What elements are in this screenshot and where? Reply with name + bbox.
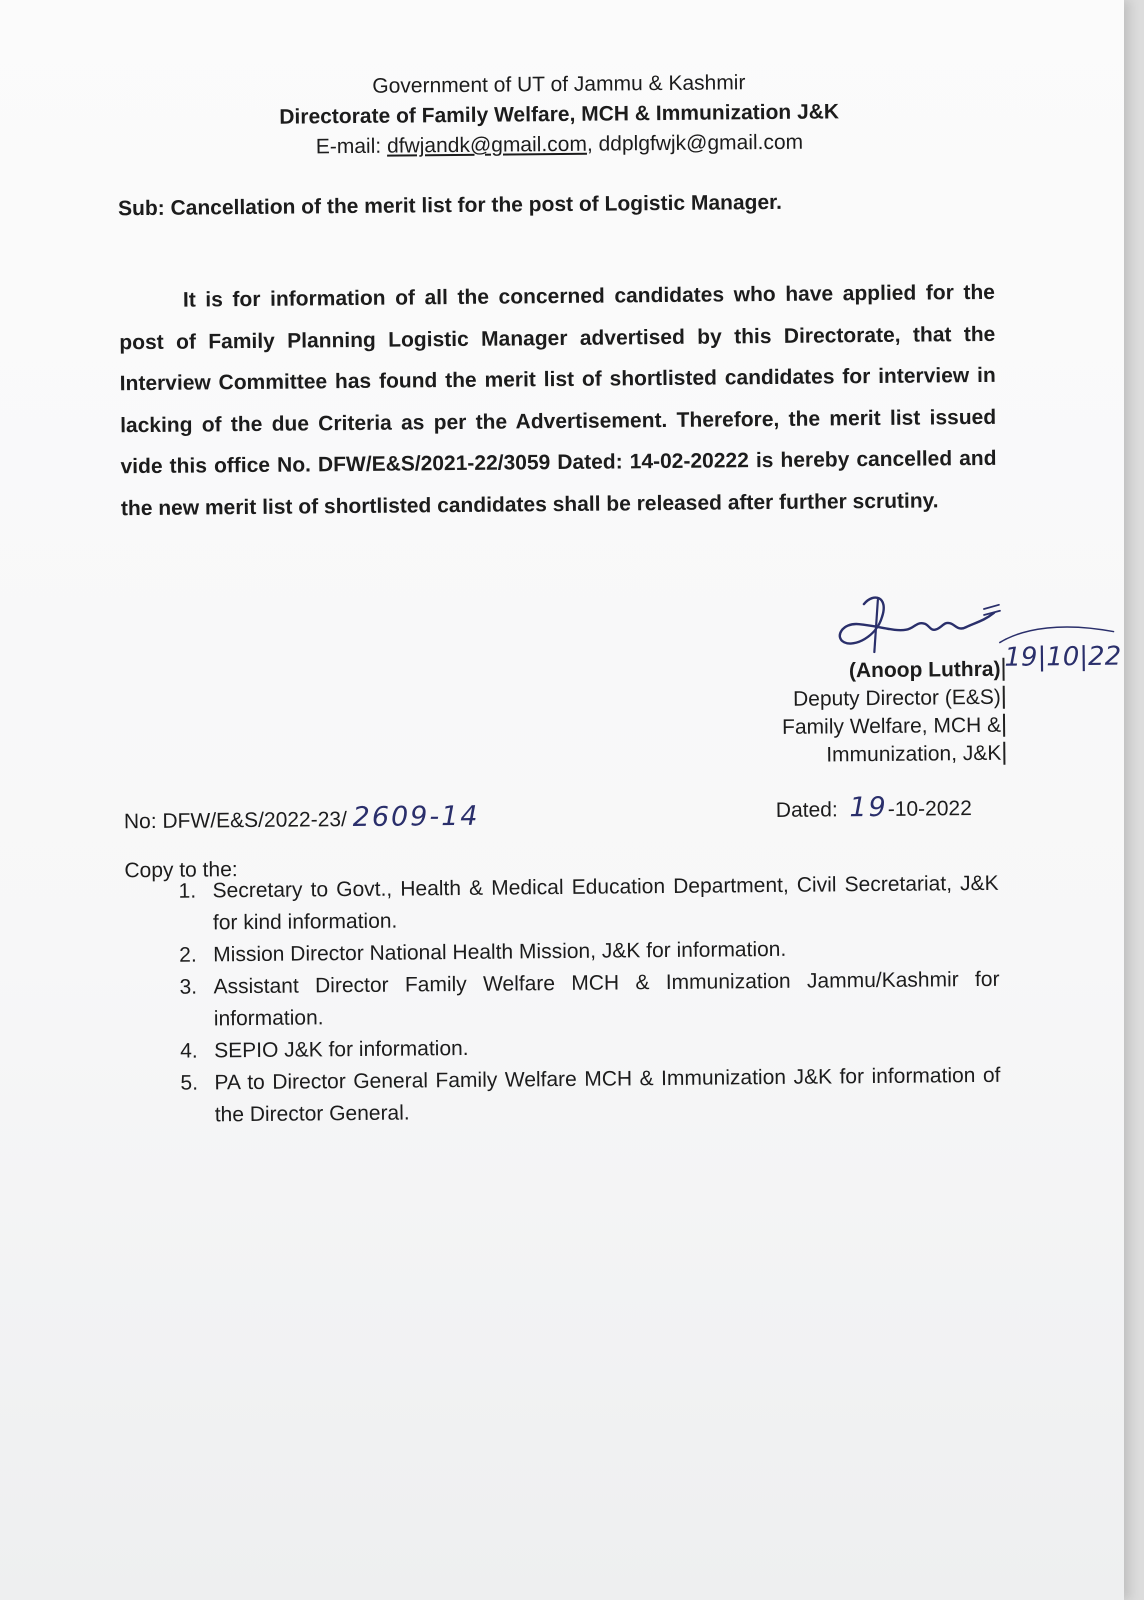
list-item: 4. SEPIO J&K for information. [180,1036,469,1063]
reference-handwritten-number: 2609-14 [352,800,480,834]
signatory-name: (Anoop Luthra) [849,658,1005,682]
list-item: 2. Mission Director National Health Mission, J&K for information. [179,937,787,967]
reference-prefix: No: DFW/E&S/2022-23/ [123,808,347,834]
list-item: 5. PA to Director General Family Welfare MCH & Immunization J&K for information of the Director General. [180,1063,1001,1127]
signatory-block [704,656,1005,771]
organization-line: Directorate of Family Welfare, MCH & Immunization J&K [279,100,840,129]
copy-to-heading: Copy to the: [124,858,238,883]
dated-label: Dated: [775,798,838,822]
email-label: E-mail: [315,134,382,159]
email-primary-link[interactable]: dfwjandk@gmail.com [386,132,587,158]
email-secondary: , ddplgfwjk@gmail.com [586,130,804,156]
dated-rest: -10-2022 [887,797,972,821]
list-item: 1. Secretary to Govt., Health & Medical Education Department, Civil Secretariat, J&K for kind information. [178,871,999,935]
reference-number [124,801,480,835]
sign-date-text: 19|10|22 [1004,641,1122,673]
handwritten-sign-date [994,607,1124,698]
subject-line: Sub: Cancellation of the merit list for the post of Logistic Manager. [117,190,783,221]
government-line: Government of UT of Jammu & Kashmir [372,71,746,98]
signatory-designation: Deputy Director (E&S) [793,686,1005,711]
signatory-location: Immunization, J&K [826,742,1005,767]
list-item: 3. Assistant Director Family Welfare MCH & Immunization Jammu/Kashmir for information. [179,967,1000,1031]
issue-date [776,791,972,824]
body-paragraph: It is for information of all the concerned candidates who have applied for the post of Family Planning Logistic Manager advertised by this Directorate, that the Interview Committee has found the merit list of shortlisted candidates for interview in lacking of the due Criteria as per the Advertisement. Therefore, the merit list issued vide this office No. DFW/E&S/2021-22/3059 Dated: 14-02-20222 is hereby cancelled and the new merit list of shortlisted candidates shall be released after further scrutiny. [119,280,997,520]
letterhead [119,66,1000,164]
dated-handwritten-day: 19 [849,791,888,824]
signatory-department: Family Welfare, MCH & [782,714,1005,739]
copy-to-list [178,868,1000,1132]
